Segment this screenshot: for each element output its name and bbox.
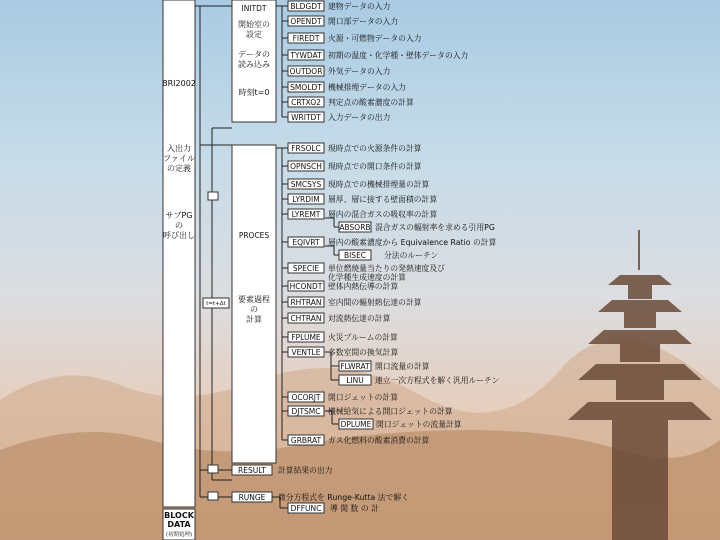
init-row-bldgdt bbox=[288, 1, 391, 11]
data-label: DATA bbox=[167, 520, 191, 529]
bisec-desc: 分法のルーチン bbox=[384, 251, 439, 260]
routine-desc: 多数室間の換気計算 bbox=[328, 348, 399, 357]
routine-desc: 単位燃焼量当たりの発熱速度及び bbox=[328, 264, 445, 273]
svg-text:読み込み: 読み込み bbox=[238, 60, 270, 69]
routine-desc: 開口部データの入力 bbox=[328, 17, 399, 26]
svg-text:開始室の: 開始室の bbox=[238, 20, 270, 29]
routine-desc: ガス化燃料の酸素消費の計算 bbox=[328, 436, 430, 445]
svg-text:計算: 計算 bbox=[246, 315, 262, 324]
routine-desc: 対流熱伝達の計算 bbox=[328, 314, 391, 323]
proces-row-eqivrt bbox=[288, 237, 497, 247]
svg-text:入出力: 入出力 bbox=[167, 144, 191, 153]
routine-code: VENTLE bbox=[291, 348, 321, 357]
result-code: RESULT bbox=[238, 466, 266, 475]
main-title: BRI2002 bbox=[162, 79, 196, 88]
routine-code: CRTXO2 bbox=[291, 98, 321, 107]
svg-text:の定義: の定義 bbox=[167, 164, 191, 173]
svg-text:設定: 設定 bbox=[246, 30, 262, 39]
main-program-panel bbox=[163, 0, 195, 507]
routine-desc: 建物データの入力 bbox=[328, 2, 391, 11]
routine-code: TYWDAT bbox=[290, 51, 322, 60]
dffunc-code: DFFUNC bbox=[290, 504, 322, 513]
routine-code: SMCSYS bbox=[290, 180, 322, 189]
io-definition-label bbox=[163, 143, 195, 173]
routine-desc: 入力データの出力 bbox=[328, 113, 391, 122]
routine-desc: 層内の混合ガスの吸収率の計算 bbox=[328, 210, 438, 219]
init-row-crtxo2 bbox=[288, 97, 414, 107]
proces-row-smcsys bbox=[288, 179, 430, 189]
routine-desc: 現時点での火源条件の計算 bbox=[328, 144, 422, 153]
proces-row-opnsch bbox=[288, 161, 422, 171]
proces-row-ventle bbox=[288, 347, 398, 357]
svg-text:ファイル: ファイル bbox=[163, 154, 195, 163]
init-row-tywdat bbox=[288, 50, 469, 60]
routine-code: FRSOLC bbox=[291, 144, 321, 153]
routine-desc: 壁体内熱伝導の計算 bbox=[328, 282, 399, 291]
flwrat-code: FLWRAT bbox=[340, 362, 370, 371]
init-row-smoldt bbox=[288, 82, 406, 92]
routine-code: GRBRAT bbox=[290, 436, 322, 445]
proces-panel bbox=[232, 145, 276, 463]
routine-code: EQIVRT bbox=[292, 238, 320, 247]
dplume-desc: 開口ジェットの流量計算 bbox=[376, 420, 462, 429]
bisec-code: BISEC bbox=[343, 251, 367, 260]
proces-row-specie bbox=[288, 263, 445, 282]
routine-desc: 機械排煙データの入力 bbox=[328, 83, 406, 92]
svg-text:データの: データの bbox=[238, 50, 270, 59]
linu-code: LINU bbox=[346, 376, 364, 385]
routine-desc: 火災プルームの計算 bbox=[328, 333, 398, 342]
block-note: (初期処理) bbox=[165, 532, 193, 538]
svg-text:呼び出し: 呼び出し bbox=[163, 231, 195, 240]
routine-code: WRITDT bbox=[291, 113, 321, 122]
routine-code: RHTRAN bbox=[290, 298, 322, 307]
linu-desc: 連立一次方程式を解く汎用ルーチン bbox=[375, 376, 500, 385]
routine-code: OUTDOR bbox=[289, 67, 323, 76]
routine-code: FPLUME bbox=[291, 333, 321, 342]
init-row-firedt bbox=[288, 33, 422, 43]
routine-desc: 現時点での機械排煙量の計算 bbox=[328, 180, 430, 189]
flwrat-desc: 開口流量の計算 bbox=[375, 362, 430, 371]
routine-desc: 火源・可燃物データの入力 bbox=[328, 34, 422, 43]
routine-desc: 現時点での開口条件の計算 bbox=[328, 162, 422, 171]
routine-code: OPNSCH bbox=[290, 162, 322, 171]
routine-code: FIREDT bbox=[292, 34, 320, 43]
routine-code: DJTSMC bbox=[291, 407, 321, 416]
routine-desc: 層厚、層に接する壁面積の計算 bbox=[328, 195, 438, 204]
init-row-opendt bbox=[288, 16, 398, 26]
routine-desc: 初期の温度・化学種・壁体データの入力 bbox=[328, 51, 469, 60]
routine-desc: 機械給気による開口ジェットの計算 bbox=[328, 407, 453, 416]
proces-row-grbrat bbox=[288, 435, 430, 445]
routine-code: OCORJT bbox=[291, 393, 321, 402]
dffunc-desc: 導 関 数 の 計 bbox=[330, 504, 379, 513]
loop-label: t=t+Δt bbox=[206, 301, 226, 307]
routine-code: LYRDIM bbox=[292, 195, 320, 204]
routine-code: SPECIE bbox=[292, 264, 320, 273]
absorb-code: ABSORB bbox=[339, 223, 371, 232]
svg-text:要素過程: 要素過程 bbox=[238, 295, 270, 304]
init-row-writdt bbox=[288, 112, 391, 122]
result-desc: 計算結果の出力 bbox=[278, 466, 333, 475]
routine-desc: 室内間の輻射熱伝達の計算 bbox=[328, 298, 422, 307]
routine-desc: 層内の酸素濃度から Equivalence Ratio の計算 bbox=[328, 238, 497, 247]
block-label: BLOCK bbox=[164, 511, 194, 520]
proces-row-frsolc bbox=[288, 143, 422, 153]
routine-code: CHTRAN bbox=[290, 314, 322, 323]
routine-code: BLDGDT bbox=[290, 2, 322, 11]
routine-code: OPENDT bbox=[290, 17, 322, 26]
proces-label: PROCES bbox=[238, 231, 270, 240]
dplume-code: DPLUME bbox=[340, 420, 372, 429]
proces-row-rhtran bbox=[288, 297, 422, 307]
proces-row-fplume bbox=[288, 332, 398, 342]
routine-desc: 開口ジェットの計算 bbox=[328, 393, 399, 402]
proces-row-lyremt bbox=[288, 209, 437, 219]
routine-desc: 外気データの入力 bbox=[328, 67, 391, 76]
routine-code: SMOLDT bbox=[290, 83, 322, 92]
initdt-label: INITDT bbox=[241, 4, 267, 13]
init-row-outdor bbox=[288, 66, 391, 76]
proces-row-ocorjt bbox=[288, 392, 398, 402]
svg-text:時刻t=0: 時刻t=0 bbox=[238, 88, 270, 97]
absorb-desc: 混合ガスの輻射率を求める引用PG bbox=[375, 223, 495, 232]
routine-code: LYREMT bbox=[291, 210, 321, 219]
svg-text:の: の bbox=[250, 305, 258, 314]
runge-code: RUNGE bbox=[238, 493, 266, 502]
runge-desc: 微分方程式を Runge-Kutta 法で解く bbox=[278, 493, 409, 502]
routine-desc-2: 化学種生成速度の計算 bbox=[328, 273, 406, 282]
proces-row-lyrdim bbox=[288, 194, 437, 204]
proces-row-chtran bbox=[288, 313, 391, 323]
routine-desc: 判定点の酸素濃度の計算 bbox=[328, 98, 414, 107]
proces-row-djtsmc bbox=[288, 406, 453, 416]
proces-row-hcondt bbox=[288, 281, 398, 291]
svg-text:の: の bbox=[175, 221, 183, 230]
routine-code: HCONDT bbox=[289, 282, 323, 291]
svg-text:サブPG: サブPG bbox=[165, 211, 193, 220]
